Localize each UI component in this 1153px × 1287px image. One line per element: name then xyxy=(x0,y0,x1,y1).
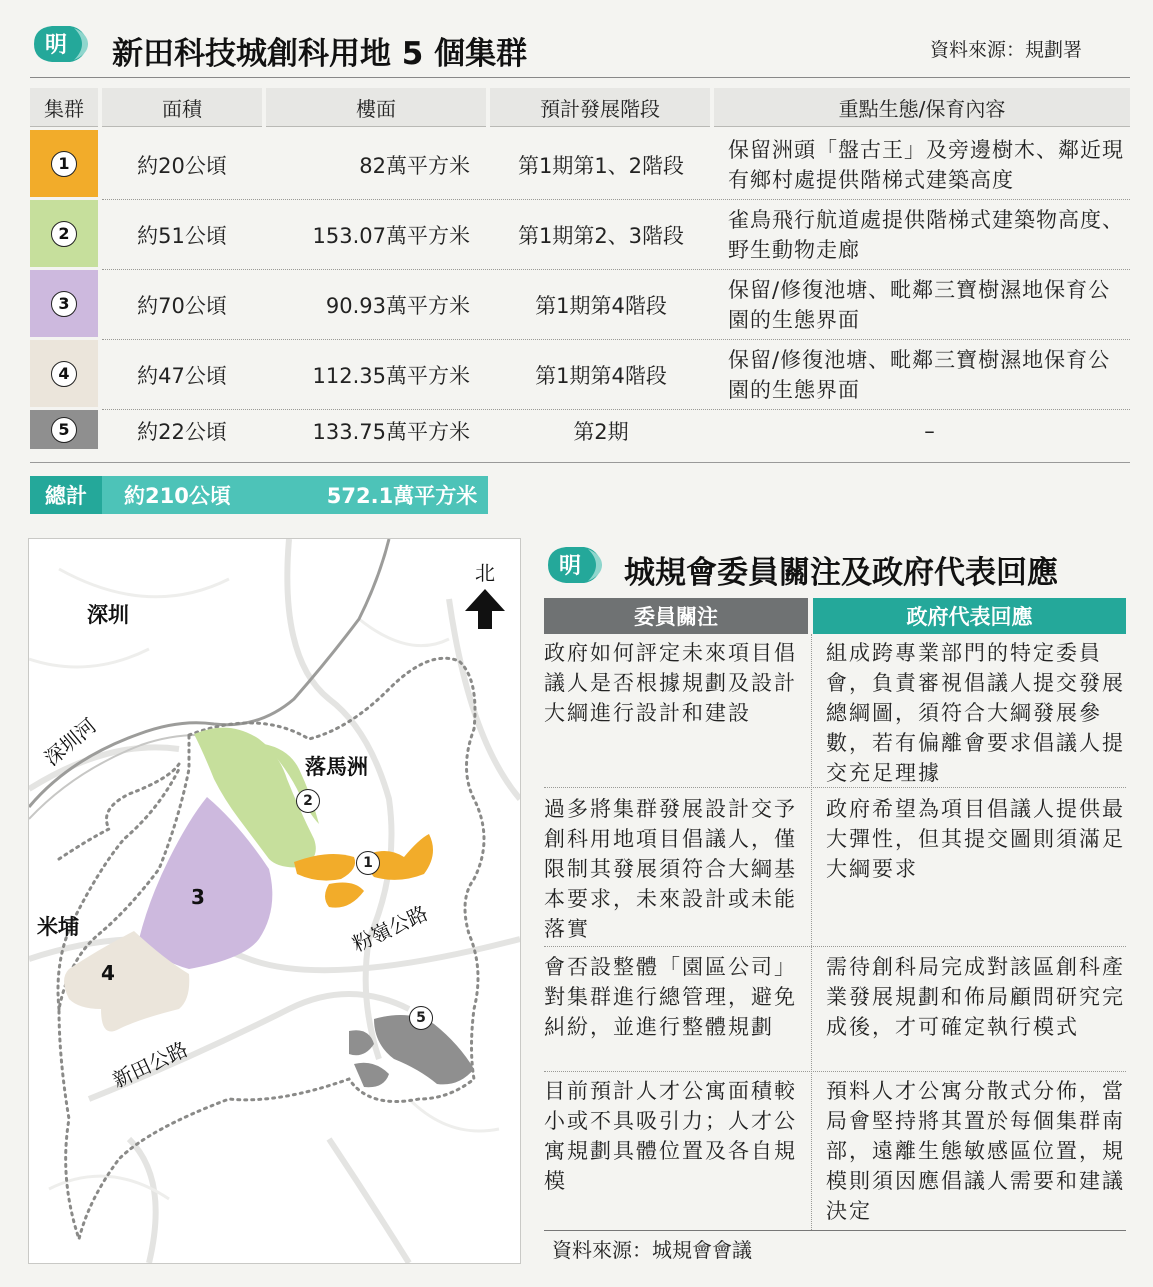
phase-value: 第2期 xyxy=(573,420,629,444)
svg-text:明: 明 xyxy=(558,554,582,579)
col-head-floor: 樓面 xyxy=(266,88,486,127)
phase-value: 第1期第4階段 xyxy=(535,294,667,318)
cluster-number: 5 xyxy=(51,417,77,443)
source-note-top: 資料來源：規劃署 xyxy=(930,39,1083,61)
note-value: 保留洲頭「盤古王」及旁邊樹木、鄰近現有鄉村處提供階梯式建築高度 xyxy=(728,138,1124,192)
concern-2: 過多將集群發展設計交予創科用地項目倡議人，僅限制其發展須符合大綱基本要求，未來設計或未能落實 xyxy=(544,797,797,941)
header-rule xyxy=(30,77,1130,78)
total-row xyxy=(30,476,488,514)
total-floor: 572.1萬平方米 xyxy=(326,484,478,508)
col-head-phase: 預計發展階段 xyxy=(490,88,710,127)
floor-value: 112.35萬平方米 xyxy=(312,364,470,388)
note-value: – xyxy=(924,419,936,443)
response-bottom-rule xyxy=(544,1230,1126,1231)
map-label-lok-ma-chau: 落馬洲 xyxy=(305,755,368,779)
map-marker-3: 3 xyxy=(191,885,205,909)
concern-4: 目前預計人才公寓面積較小或不具吸引力；人才公寓規劃具體位置及各自規模 xyxy=(544,1079,797,1193)
phase-value: 第1期第1、2階段 xyxy=(517,154,685,178)
cluster-chip-3 xyxy=(30,270,98,337)
cluster-chip-5 xyxy=(30,410,98,449)
svg-text:明: 明 xyxy=(44,33,68,58)
floor-value: 82萬平方米 xyxy=(359,154,470,178)
note-value: 雀鳥飛行航道處提供階梯式建築物高度、野生動物走廊 xyxy=(728,208,1124,262)
note-value: 保留/修復池塘、毗鄰三寶樹濕地保育公園的生態界面 xyxy=(728,278,1111,332)
cluster-row-2 xyxy=(30,200,1130,270)
cluster-row-1 xyxy=(30,130,1130,200)
cluster-number: 1 xyxy=(51,151,77,177)
floor-value: 90.93萬平方米 xyxy=(325,294,470,318)
floor-value: 153.07萬平方米 xyxy=(312,224,470,248)
concern-3: 會否設整體「園區公司」對集群進行總管理，避免糾紛，並進行整體規劃 xyxy=(544,955,797,1039)
phase-value: 第1期第2、3階段 xyxy=(517,224,685,248)
cluster-map xyxy=(28,538,521,1264)
col-head-note: 重點生態/保育內容 xyxy=(714,88,1130,127)
reply-3: 需待創科局完成對該區創科產業發展規劃和佈局顧問研究完成後，才可確定執行模式 xyxy=(826,955,1125,1039)
cluster-chip-1 xyxy=(30,130,98,197)
reply-4: 預料人才公寓分散式分佈，當局會堅持將其置於每個集群南部，遠離生態敏感區位置，規模則須因應倡議人需要和建議決定 xyxy=(826,1079,1125,1223)
reply-1: 組成跨專業部門的特定委員會，負責審視倡議人提交發展總綱圖，須符合大綱發展參數，若有偏離會要求倡議人提交充足理據 xyxy=(826,641,1125,785)
map-marker-4: 4 xyxy=(101,961,115,985)
map-marker-2: 2 xyxy=(296,789,320,813)
col-head-area: 面積 xyxy=(102,88,262,127)
ming-logo-top xyxy=(30,22,90,66)
total-label: 總計 xyxy=(30,476,102,514)
map-label-san-tin-highway: 新田公路 xyxy=(108,1036,192,1093)
north-label: 北 xyxy=(475,561,495,585)
col-head-concern: 委員關注 xyxy=(544,598,808,634)
reply-2: 政府希望為項目倡議人提供最大彈性，但其提交圖則須滿足大綱要求 xyxy=(826,797,1125,881)
cluster-number: 4 xyxy=(51,361,77,387)
phase-value: 第1期第4階段 xyxy=(535,364,667,388)
column-divider xyxy=(811,634,812,1230)
area-value: 約70公頃 xyxy=(137,294,227,318)
cluster-row-4 xyxy=(30,340,1130,410)
cluster-row-3 xyxy=(30,270,1130,340)
map-marker-1: 1 xyxy=(356,851,380,875)
cluster-number: 2 xyxy=(51,221,77,247)
concern-1: 政府如何評定未來項目倡議人是否根據規劃及設計大綱進行設計和建設 xyxy=(544,641,797,725)
area-value: 約20公頃 xyxy=(137,154,227,178)
total-area: 約210公頃 xyxy=(124,484,231,508)
source-note-response: 資料來源：城規會會議 xyxy=(552,1238,752,1262)
map-label-shenzhen-river: 深圳河 xyxy=(39,713,101,771)
map-drawing xyxy=(29,539,520,1263)
background-roads xyxy=(29,539,520,1263)
area-value: 約51公頃 xyxy=(137,224,227,248)
cluster-row-5 xyxy=(30,410,1130,452)
map-label-mai-po: 米埔 xyxy=(37,915,79,939)
page-title: 新田科技城創科用地 5 個集群 xyxy=(112,36,528,72)
map-label-fanling-highway: 粉嶺公路 xyxy=(348,900,432,957)
cluster-chip-2 xyxy=(30,200,98,267)
area-value: 約47公頃 xyxy=(137,364,227,388)
map-marker-5: 5 xyxy=(409,1006,433,1030)
cluster-number: 3 xyxy=(51,291,77,317)
table-bottom-rule xyxy=(30,462,1130,463)
note-value: 保留/修復池塘、毗鄰三寶樹濕地保育公園的生態界面 xyxy=(728,348,1111,402)
floor-value: 133.75萬平方米 xyxy=(312,420,470,444)
ming-logo-response xyxy=(544,543,604,587)
col-head-cluster: 集群 xyxy=(30,88,98,127)
north-arrow-icon xyxy=(465,589,505,629)
map-label-shenzhen: 深圳 xyxy=(87,603,129,627)
area-value: 約22公頃 xyxy=(137,420,227,444)
response-title: 城規會委員關注及政府代表回應 xyxy=(624,555,1058,591)
cluster-chip-4 xyxy=(30,340,98,407)
col-head-reply: 政府代表回應 xyxy=(813,598,1126,634)
